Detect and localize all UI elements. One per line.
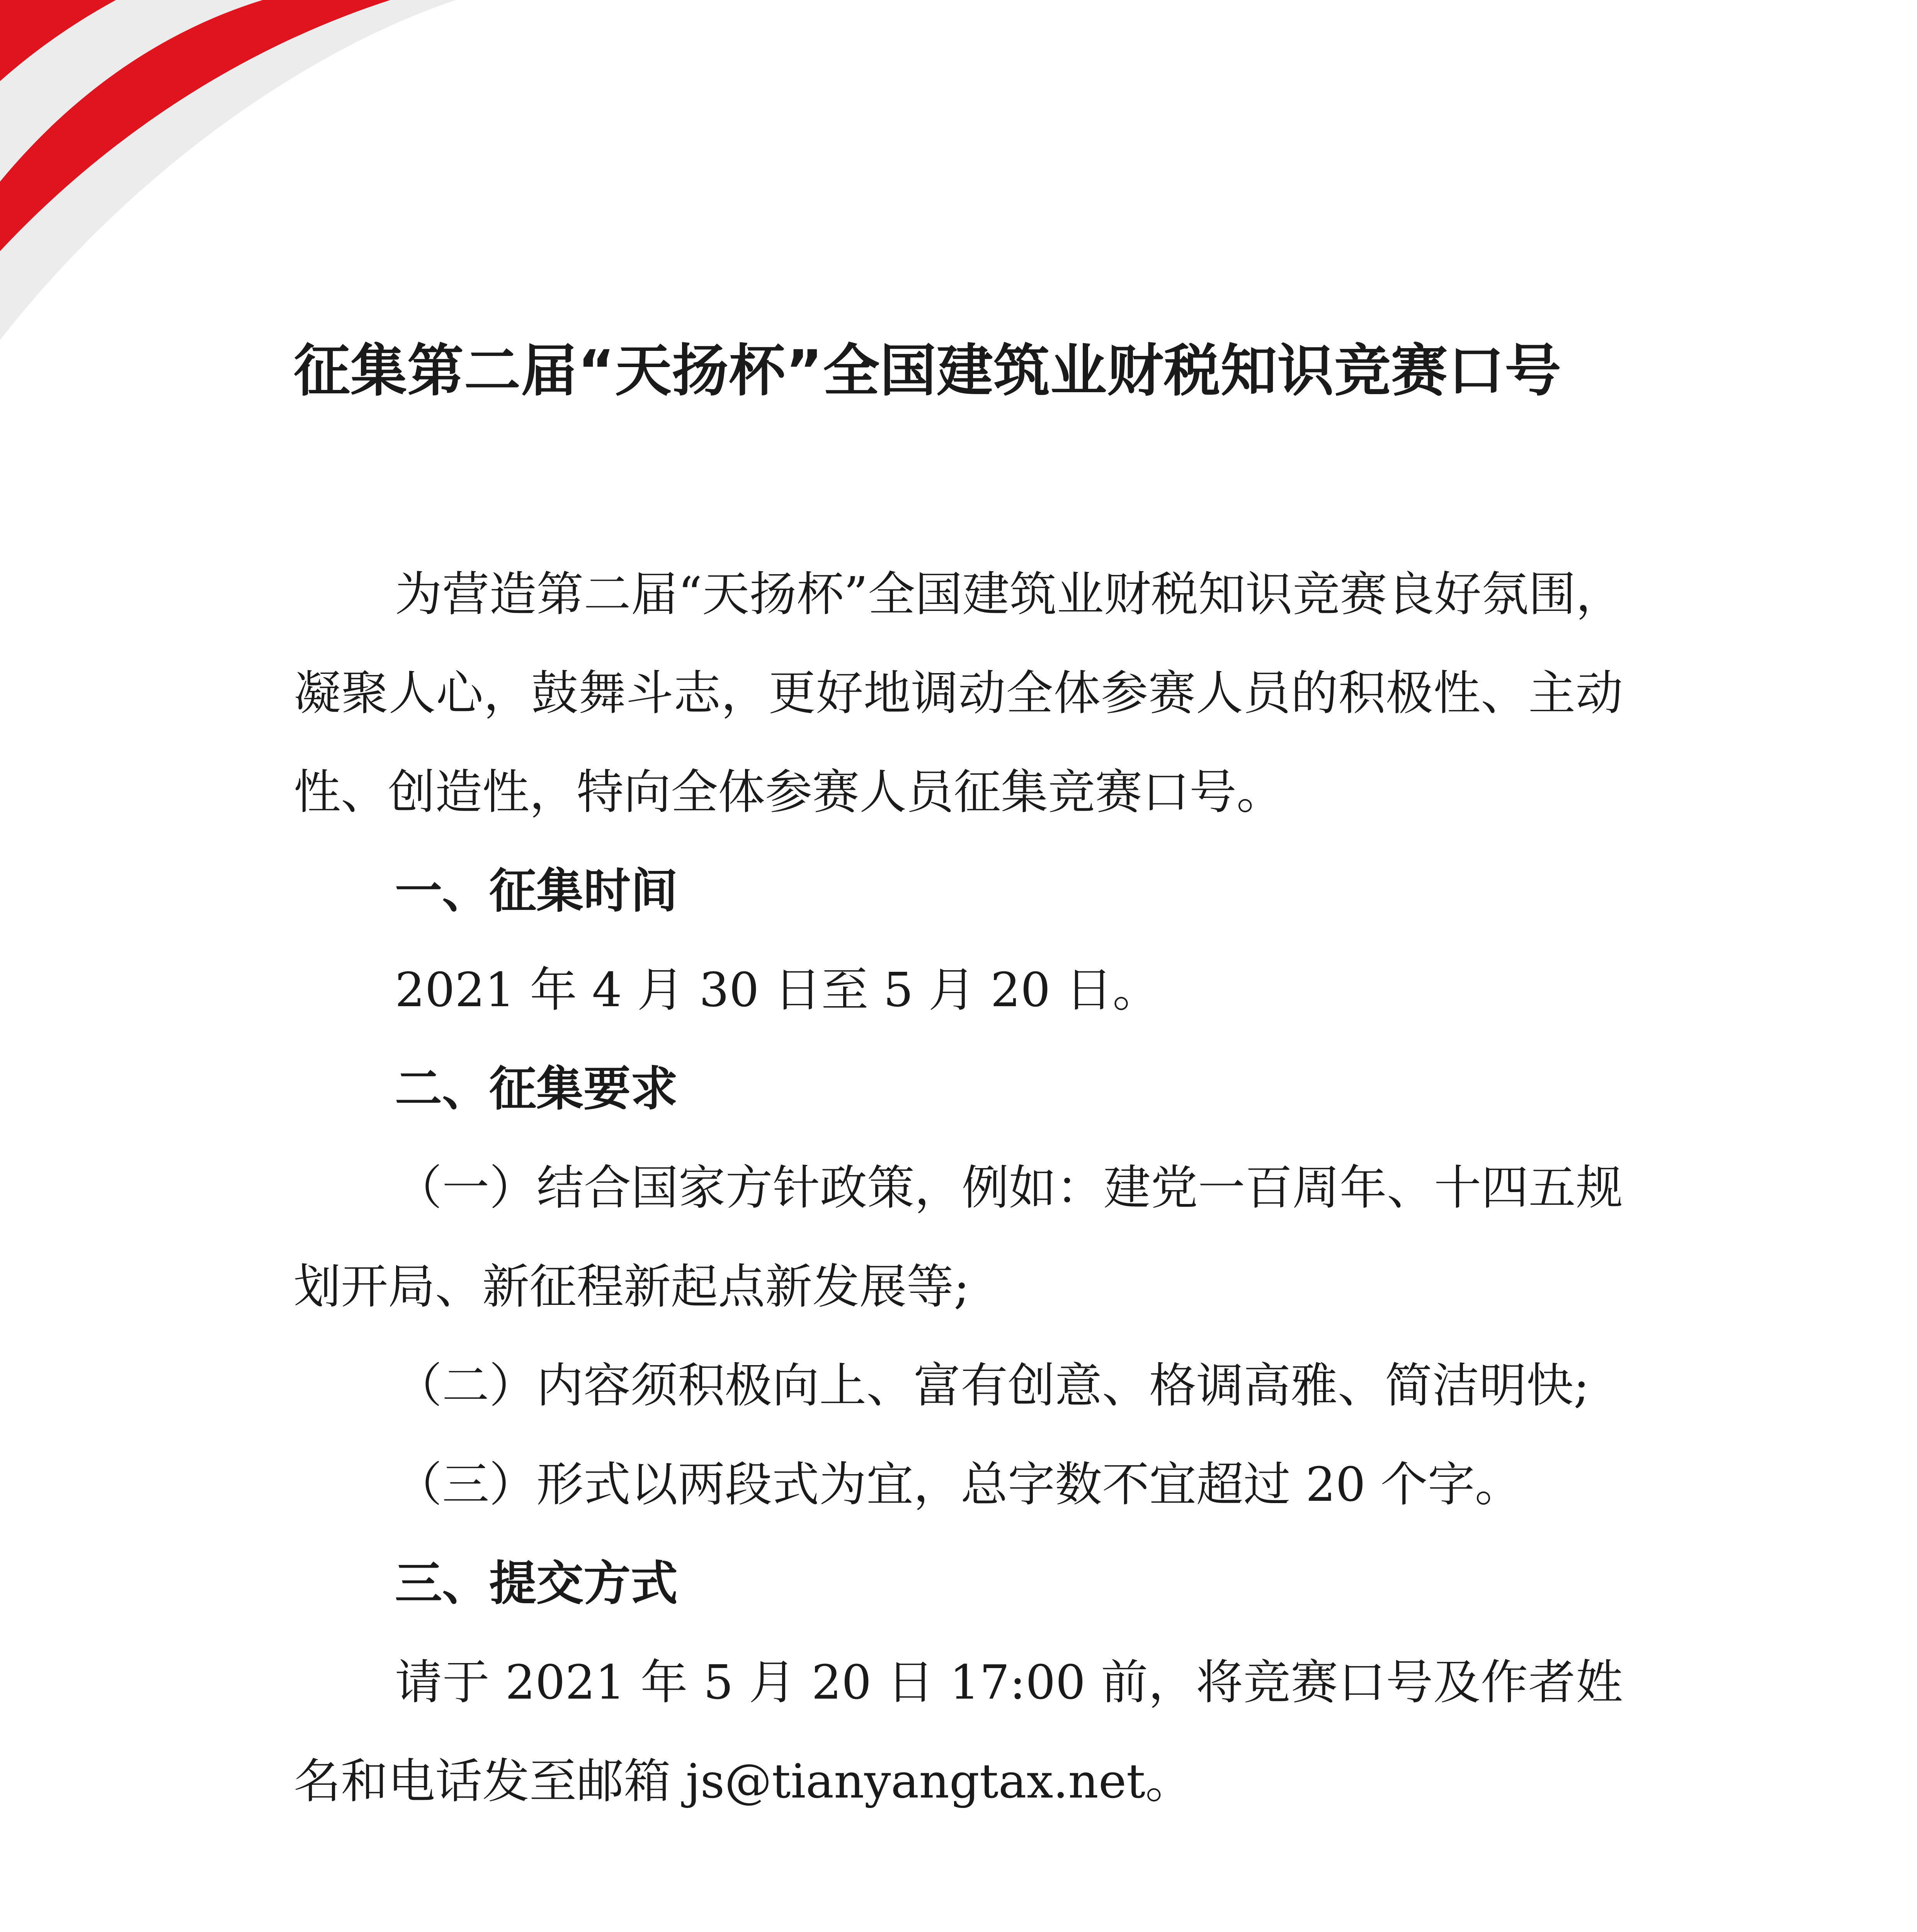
section-heading-submission: 三、提交方式 [395,1556,678,1611]
collection-period: 2021 年 4 月 30 日至 5 月 20 日。 [395,963,1160,1017]
intro-paragraph: 为营造第二届“天扬杯”全国建筑业财税知识竞赛良好氛围，凝聚人心，鼓舞斗志，更好地调动全体参赛人员的积极性、主动性、创造性，特向全体参赛人员征集竞赛口号。 [294,567,1623,820]
top-left-swoosh [0,0,456,340]
section-heading-requirements: 二、征集要求 [395,1061,678,1116]
document-title: 征集第二届“天扬杯”全国建筑业财税知识竞赛口号 [294,338,1561,404]
document-body [294,545,1623,1831]
requirement-item-1: （一）结合国家方针政策，例如：建党一百周年、十四五规划开局、新征程新起点新发展等; [294,1160,1623,1314]
submission-instructions: 请于 2021 年 5 月 20 日 17:00 前，将竞赛口号及作者姓名和电话发至邮箱 js@tianyangtax.net。 [294,1655,1623,1809]
requirement-item-3: （三）形式以两段式为宜，总字数不宜超过 20 个字。 [395,1457,1522,1512]
section-heading-time: 一、征集时间 [395,864,678,918]
requirement-item-2: （二）内容须积极向上、富有创意、格调高雅、简洁明快; [395,1358,1590,1413]
